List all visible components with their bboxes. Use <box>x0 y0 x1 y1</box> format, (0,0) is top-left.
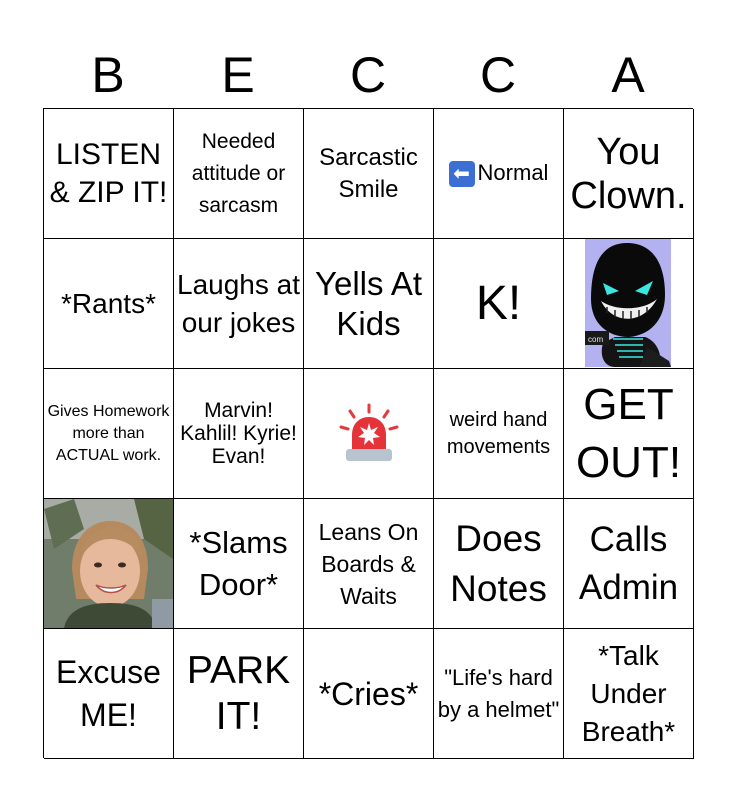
bingo-cell[interactable] <box>434 239 564 369</box>
bingo-cell[interactable] <box>564 369 694 499</box>
bingo-cell[interactable] <box>44 499 174 629</box>
bingo-cell[interactable] <box>44 239 174 369</box>
bingo-cell[interactable] <box>44 369 174 499</box>
bingo-cell[interactable] <box>44 629 174 759</box>
cell-text: You Clown. <box>570 130 687 217</box>
bingo-cell[interactable] <box>174 109 304 239</box>
cell-text: weird hand movements <box>446 408 551 458</box>
bingo-cell[interactable] <box>174 629 304 759</box>
cell-text: GET OUT! <box>575 379 682 487</box>
bingo-cell[interactable] <box>434 499 564 629</box>
bingo-cell[interactable] <box>564 239 694 369</box>
bingo-cell[interactable] <box>434 629 564 759</box>
bingo-cell[interactable] <box>44 109 174 239</box>
bingo-header <box>43 42 693 108</box>
cell-text: Normal <box>477 159 549 185</box>
watermark-text: com <box>588 335 604 344</box>
bingo-cell[interactable] <box>174 239 304 369</box>
cell-text: Sarcastic Smile <box>319 143 418 203</box>
cell-text: Laughs at our jokes <box>177 268 300 338</box>
cell-text: Yells At Kids <box>314 264 423 342</box>
header-letter-c1: C <box>349 47 387 103</box>
bingo-cell[interactable] <box>434 369 564 499</box>
cell-text: *Slams Door* <box>189 524 288 602</box>
bingo-cell[interactable] <box>564 109 694 239</box>
bingo-cell[interactable] <box>434 109 564 239</box>
cell-text: K! <box>475 276 522 330</box>
cell-text: *Rants* <box>61 287 156 319</box>
bingo-cell[interactable] <box>174 369 304 499</box>
cell-text: PARK IT! <box>186 648 291 738</box>
bingo-cell[interactable] <box>174 499 304 629</box>
cell-text: Leans On Boards & Waits <box>318 518 419 609</box>
cell-text: Does Notes <box>450 517 547 609</box>
bingo-cell[interactable] <box>304 499 434 629</box>
siren-icon <box>338 403 400 465</box>
cell-text: Marvin! Kahlil! Kyrie! Evan! <box>180 399 297 468</box>
bingo-cell[interactable] <box>304 629 434 759</box>
header-letter-b: B <box>91 47 125 103</box>
header-letter-a: A <box>611 47 645 103</box>
bingo-cell[interactable] <box>564 499 694 629</box>
bingo-board <box>43 108 693 758</box>
cell-text: Calls Admin <box>578 519 679 607</box>
cell-text: Gives Homework more than ACTUAL work. <box>47 402 170 464</box>
bingo-cell[interactable] <box>304 239 434 369</box>
cell-text: *Cries* <box>318 675 419 712</box>
cell-text: Excuse ME! <box>56 653 161 733</box>
left-arrow-icon: ⬅ <box>449 161 475 187</box>
bingo-cell[interactable] <box>304 369 434 499</box>
cell-text: "Life's hard by a helmet" <box>437 664 560 722</box>
header-letter-c2: C <box>479 47 517 103</box>
smiling-person-photo <box>44 499 173 628</box>
header-letter-e: E <box>221 47 255 103</box>
bingo-cell[interactable] <box>304 109 434 239</box>
grinning-monster-drawing <box>585 239 671 367</box>
cell-text: LISTEN & ZIP IT! <box>49 137 168 209</box>
bingo-cell[interactable] <box>564 629 694 759</box>
cell-text: *Talk Under Breath* <box>581 639 676 747</box>
cell-text: Needed attitude or sarcasm <box>191 129 286 217</box>
